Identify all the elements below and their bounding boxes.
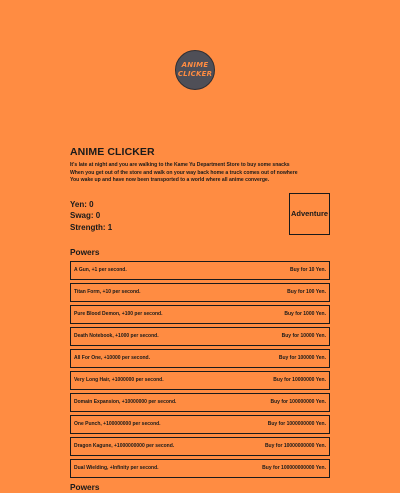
power-name: A Gun, +1 per second. bbox=[74, 267, 127, 274]
anime-clicker-logo bbox=[175, 50, 215, 90]
story-line-3: You wake up and have now been transported to a world where all anime converge. bbox=[70, 177, 270, 184]
power-buy-button-gun[interactable] bbox=[70, 261, 330, 280]
power-buy-button-very-long-hair[interactable] bbox=[70, 371, 330, 390]
power-name: One Punch, +100000000 per second. bbox=[74, 421, 161, 428]
story-text bbox=[70, 162, 330, 185]
logo-line-1: ANIME bbox=[181, 61, 209, 69]
yen-counter: Yen: 0 bbox=[70, 199, 94, 209]
power-buy-button-pure-blood-demon[interactable] bbox=[70, 305, 330, 324]
power-buy-button-death-notebook[interactable] bbox=[70, 327, 330, 346]
power-buy-button-one-punch[interactable] bbox=[70, 415, 330, 434]
power-name: Pure Blood Demon, +100 per second. bbox=[74, 311, 163, 318]
power-buy-button-dragon-kagune[interactable] bbox=[70, 437, 330, 456]
power-buy-button-dual-wielding[interactable] bbox=[70, 459, 330, 478]
power-price: Buy for 10 Yen. bbox=[289, 267, 326, 274]
power-price: Buy for 1000 Yen. bbox=[284, 311, 326, 318]
power-price: Buy for 10000000 Yen. bbox=[273, 377, 326, 384]
power-price: Buy for 100 Yen. bbox=[287, 289, 326, 296]
powers-list bbox=[70, 261, 330, 481]
power-name: All For One, +10000 per second. bbox=[74, 355, 151, 362]
power-price: Buy for 10000000000 Yen. bbox=[264, 443, 326, 450]
swag-counter: Swag: 0 bbox=[70, 211, 101, 221]
stats-panel bbox=[70, 199, 330, 243]
power-price: Buy for 100000000000 Yen. bbox=[262, 465, 326, 472]
page-title: ANIME CLICKER bbox=[70, 146, 155, 158]
power-name: Titan Form, +10 per second. bbox=[74, 289, 141, 296]
power-name: Death Notebook, +1000 per second. bbox=[74, 333, 159, 340]
power-buy-button-all-for-one[interactable] bbox=[70, 349, 330, 368]
power-buy-button-domain-expansion[interactable] bbox=[70, 393, 330, 412]
main-content bbox=[70, 146, 330, 493]
power-buy-button-titan-form[interactable] bbox=[70, 283, 330, 302]
logo-line-2: CLICKER bbox=[177, 70, 213, 78]
power-price: Buy for 100000000 Yen. bbox=[270, 399, 326, 406]
story-line-2: When you get out of the store and walk on your way back home a truck comes out of nowhere bbox=[70, 169, 298, 176]
powers-heading: Powers bbox=[70, 246, 100, 257]
power-name: Dragon Kagune, +1000000000 per second. bbox=[74, 443, 175, 450]
power-name: Very Long Hair, +1000000 per second. bbox=[74, 377, 164, 384]
power-price: Buy for 10000 Yen. bbox=[281, 333, 326, 340]
power-price: Buy for 1000000000 Yen. bbox=[267, 421, 326, 428]
powers-heading-2: Powers bbox=[70, 481, 100, 492]
adventure-button[interactable]: Adventure bbox=[289, 193, 330, 235]
power-name: Dual Wielding, +Infinity per second. bbox=[74, 465, 159, 472]
power-price: Buy for 100000 Yen. bbox=[278, 355, 326, 362]
power-name: Domain Expansion, +10000000 per second. bbox=[74, 399, 177, 406]
story-line-1: It's late at night and you are walking to the Kame Yu Department Store to buy some snacks bbox=[70, 162, 290, 168]
strength-counter: Strength: 1 bbox=[70, 222, 113, 232]
